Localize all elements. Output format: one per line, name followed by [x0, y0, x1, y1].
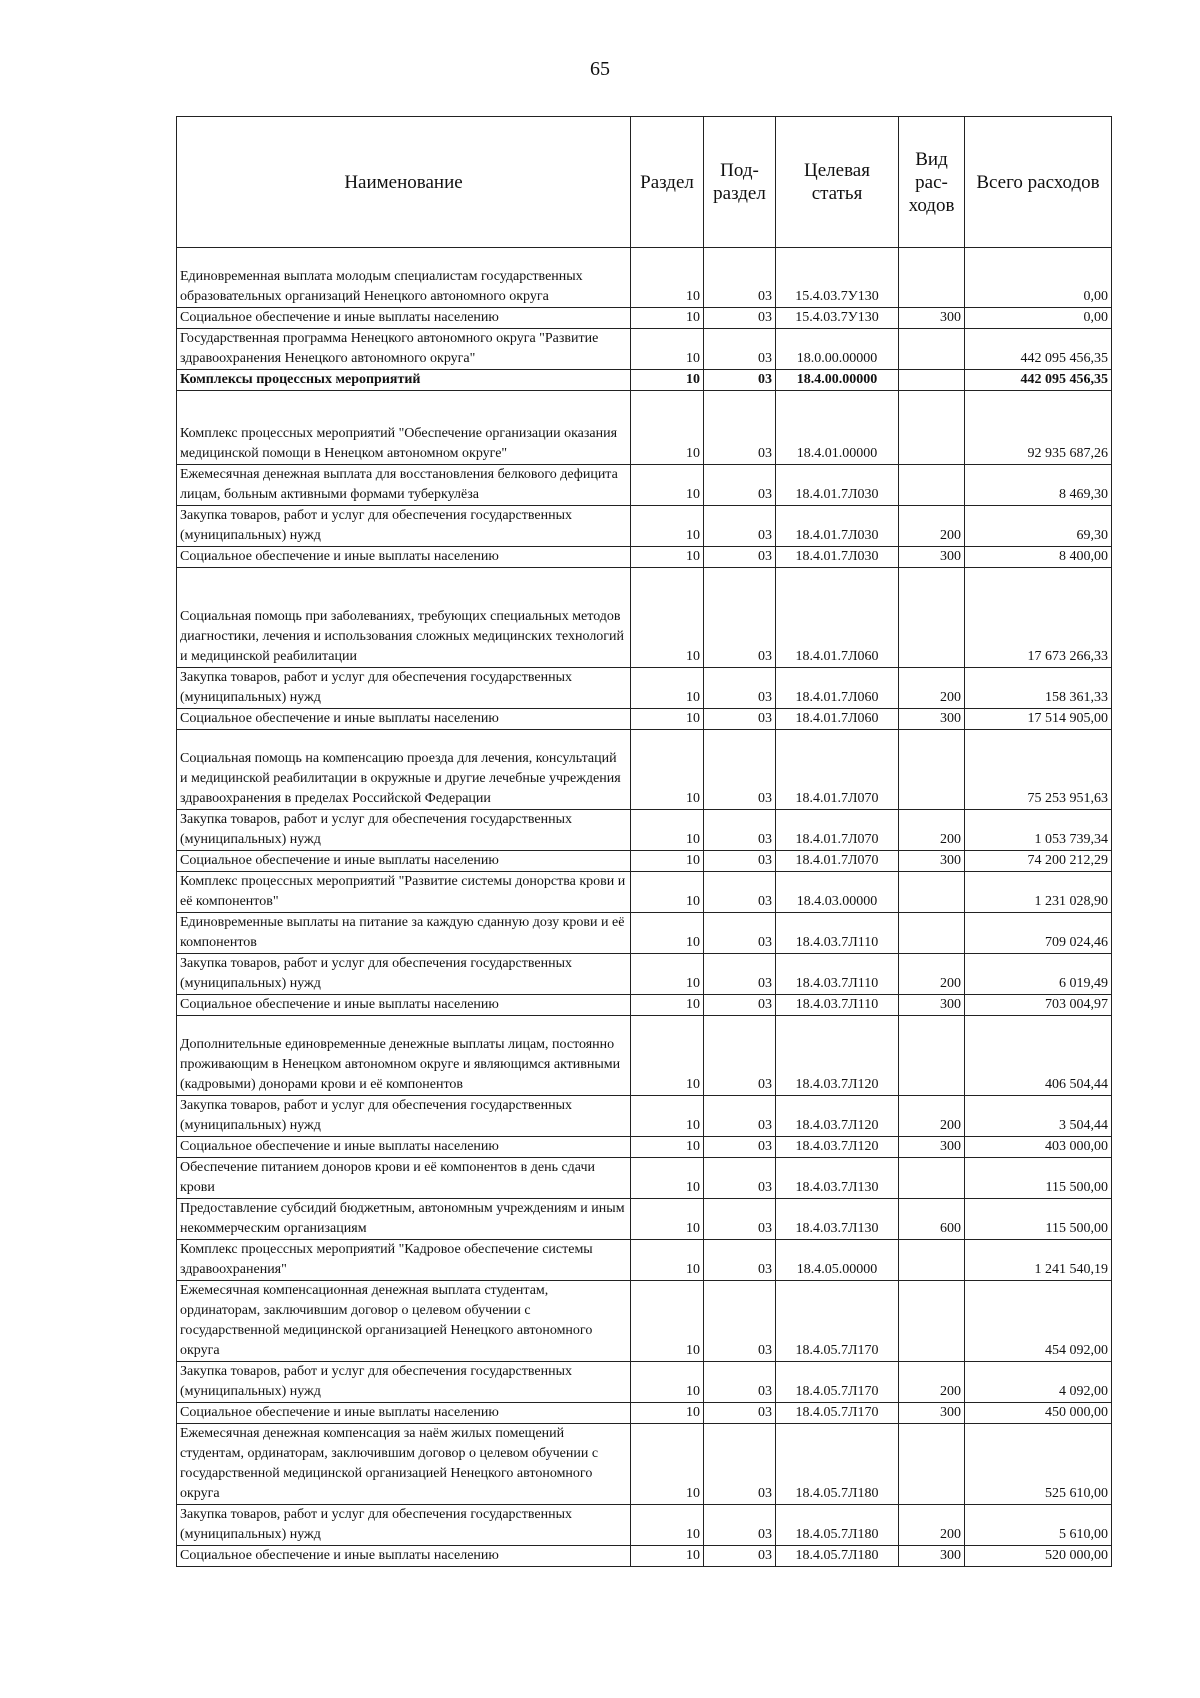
cell-name: Закупка товаров, работ и услуг для обеспечения государственных (муниципальных) нужд	[177, 1362, 631, 1403]
cell-subsection: 03	[704, 1281, 776, 1362]
cell-expense-type: 300	[899, 1546, 965, 1567]
cell-total: 0,00	[965, 308, 1112, 329]
cell-total: 75 253 951,63	[965, 730, 1112, 810]
table-row	[177, 1424, 1112, 1505]
cell-section: 10	[631, 872, 704, 913]
cell-section: 10	[631, 1016, 704, 1096]
cell-target-article: 18.4.01.7Л060	[776, 709, 899, 730]
cell-subsection: 03	[704, 1016, 776, 1096]
table-header-row	[177, 117, 1112, 248]
cell-total: 69,30	[965, 506, 1112, 547]
table-row	[177, 995, 1112, 1016]
cell-expense-type: 200	[899, 506, 965, 547]
cell-section: 10	[631, 1424, 704, 1505]
cell-subsection: 03	[704, 1546, 776, 1567]
cell-target-article: 18.4.05.7Л180	[776, 1424, 899, 1505]
table-row	[177, 913, 1112, 954]
cell-expense-type	[899, 1281, 965, 1362]
cell-subsection: 03	[704, 954, 776, 995]
cell-expense-type: 200	[899, 668, 965, 709]
cell-name: Ежемесячная денежная выплата для восстановления белкового дефицита лицам, больным активными формами туберкулёза	[177, 465, 631, 506]
cell-subsection: 03	[704, 709, 776, 730]
cell-name: Социальное обеспечение и иные выплаты населению	[177, 1137, 631, 1158]
cell-section: 10	[631, 1137, 704, 1158]
cell-target-article: 18.4.03.00000	[776, 872, 899, 913]
cell-target-article: 18.4.03.7Л130	[776, 1158, 899, 1199]
table-row	[177, 872, 1112, 913]
cell-name: Закупка товаров, работ и услуг для обеспечения государственных (муниципальных) нужд	[177, 1096, 631, 1137]
cell-section: 10	[631, 730, 704, 810]
cell-total: 92 935 687,26	[965, 391, 1112, 465]
cell-expense-type	[899, 913, 965, 954]
cell-section: 10	[631, 1281, 704, 1362]
cell-total: 1 241 540,19	[965, 1240, 1112, 1281]
cell-target-article: 18.4.01.7Л070	[776, 730, 899, 810]
table-row	[177, 1199, 1112, 1240]
table-row	[177, 1016, 1112, 1096]
cell-expense-type: 300	[899, 1403, 965, 1424]
table-row	[177, 248, 1112, 308]
table-row	[177, 709, 1112, 730]
cell-total: 442 095 456,35	[965, 370, 1112, 391]
cell-section: 10	[631, 954, 704, 995]
cell-target-article: 18.4.01.7Л060	[776, 668, 899, 709]
cell-subsection: 03	[704, 810, 776, 851]
cell-section: 10	[631, 995, 704, 1016]
cell-total: 74 200 212,29	[965, 851, 1112, 872]
cell-target-article: 18.0.00.00000	[776, 329, 899, 370]
header-subsection: Под- раздел	[704, 117, 776, 248]
table-row	[177, 1281, 1112, 1362]
cell-target-article: 18.4.05.7Л170	[776, 1403, 899, 1424]
cell-target-article: 18.4.05.7Л170	[776, 1281, 899, 1362]
cell-target-article: 18.4.05.7Л170	[776, 1362, 899, 1403]
cell-expense-type: 600	[899, 1199, 965, 1240]
cell-section: 10	[631, 329, 704, 370]
cell-subsection: 03	[704, 1505, 776, 1546]
cell-total: 442 095 456,35	[965, 329, 1112, 370]
cell-total: 0,00	[965, 248, 1112, 308]
table-row	[177, 730, 1112, 810]
cell-expense-type	[899, 1016, 965, 1096]
table-row	[177, 810, 1112, 851]
cell-target-article: 18.4.01.7Л030	[776, 506, 899, 547]
cell-total: 17 673 266,33	[965, 568, 1112, 668]
cell-subsection: 03	[704, 730, 776, 810]
cell-total: 450 000,00	[965, 1403, 1112, 1424]
cell-total: 406 504,44	[965, 1016, 1112, 1096]
cell-target-article: 18.4.05.00000	[776, 1240, 899, 1281]
cell-subsection: 03	[704, 329, 776, 370]
table-row	[177, 568, 1112, 668]
cell-section: 10	[631, 308, 704, 329]
cell-name: Социальное обеспечение и иные выплаты населению	[177, 851, 631, 872]
cell-total: 8 400,00	[965, 547, 1112, 568]
cell-subsection: 03	[704, 391, 776, 465]
cell-name: Закупка товаров, работ и услуг для обеспечения государственных (муниципальных) нужд	[177, 506, 631, 547]
cell-total: 709 024,46	[965, 913, 1112, 954]
cell-subsection: 03	[704, 1158, 776, 1199]
cell-subsection: 03	[704, 248, 776, 308]
cell-name: Закупка товаров, работ и услуг для обеспечения государственных (муниципальных) нужд	[177, 1505, 631, 1546]
cell-subsection: 03	[704, 1137, 776, 1158]
cell-name: Обеспечение питанием доноров крови и её компонентов в день сдачи крови	[177, 1158, 631, 1199]
cell-name: Комплекс процессных мероприятий "Развитие системы донорства крови и её компонентов"	[177, 872, 631, 913]
header-target-article: Целевая статья	[776, 117, 899, 248]
cell-subsection: 03	[704, 1240, 776, 1281]
cell-name: Социальная помощь при заболеваниях, требующих специальных методов диагностики, лечения и использования сложных медицинских технологий и медицинской реабилитации	[177, 568, 631, 668]
cell-total: 115 500,00	[965, 1158, 1112, 1199]
cell-expense-type	[899, 465, 965, 506]
cell-expense-type: 300	[899, 547, 965, 568]
cell-section: 10	[631, 1240, 704, 1281]
table-row	[177, 391, 1112, 465]
cell-target-article: 18.4.01.7Л070	[776, 851, 899, 872]
cell-section: 10	[631, 851, 704, 872]
cell-name: Социальное обеспечение и иные выплаты населению	[177, 709, 631, 730]
cell-total: 8 469,30	[965, 465, 1112, 506]
cell-expense-type	[899, 370, 965, 391]
cell-name: Социальное обеспечение и иные выплаты населению	[177, 547, 631, 568]
cell-target-article: 18.4.00.00000	[776, 370, 899, 391]
cell-expense-type	[899, 391, 965, 465]
cell-target-article: 18.4.03.7Л130	[776, 1199, 899, 1240]
cell-expense-type: 200	[899, 1362, 965, 1403]
cell-expense-type: 300	[899, 1137, 965, 1158]
cell-total: 703 004,97	[965, 995, 1112, 1016]
cell-expense-type	[899, 1424, 965, 1505]
cell-name: Единовременные выплаты на питание за каждую сданную дозу крови и её компонентов	[177, 913, 631, 954]
cell-subsection: 03	[704, 872, 776, 913]
cell-subsection: 03	[704, 1199, 776, 1240]
cell-section: 10	[631, 370, 704, 391]
table-row	[177, 1505, 1112, 1546]
cell-target-article: 15.4.03.7У130	[776, 308, 899, 329]
table-row	[177, 465, 1112, 506]
cell-subsection: 03	[704, 506, 776, 547]
cell-subsection: 03	[704, 370, 776, 391]
cell-subsection: 03	[704, 1096, 776, 1137]
cell-target-article: 18.4.01.7Л030	[776, 547, 899, 568]
table-row	[177, 1158, 1112, 1199]
table-row	[177, 1137, 1112, 1158]
cell-name: Предоставление субсидий бюджетным, автономным учреждениям и иным некоммерческим организациям	[177, 1199, 631, 1240]
cell-section: 10	[631, 248, 704, 308]
table-row	[177, 308, 1112, 329]
cell-target-article: 15.4.03.7У130	[776, 248, 899, 308]
cell-section: 10	[631, 568, 704, 668]
cell-total: 1 231 028,90	[965, 872, 1112, 913]
cell-expense-type: 200	[899, 810, 965, 851]
table-row	[177, 851, 1112, 872]
cell-expense-type	[899, 248, 965, 308]
cell-total: 403 000,00	[965, 1137, 1112, 1158]
cell-subsection: 03	[704, 1403, 776, 1424]
cell-name: Закупка товаров, работ и услуг для обеспечения государственных (муниципальных) нужд	[177, 668, 631, 709]
table-row	[177, 547, 1112, 568]
cell-expense-type: 300	[899, 308, 965, 329]
cell-section: 10	[631, 810, 704, 851]
cell-total: 6 019,49	[965, 954, 1112, 995]
cell-name: Ежемесячная денежная компенсация за наём жилых помещений студентам, ординаторам, заключившим договор о целевом обучении с государственной медицинской организацией Ненецкого автономного округа	[177, 1424, 631, 1505]
cell-section: 10	[631, 913, 704, 954]
cell-target-article: 18.4.03.7Л120	[776, 1137, 899, 1158]
header-expense-type: Вид рас- ходов	[899, 117, 965, 248]
cell-subsection: 03	[704, 913, 776, 954]
cell-expense-type	[899, 568, 965, 668]
header-total: Всего расходов	[965, 117, 1112, 248]
page-number: 65	[590, 58, 610, 80]
cell-section: 10	[631, 1199, 704, 1240]
cell-name: Комплексы процессных мероприятий	[177, 370, 631, 391]
cell-target-article: 18.4.01.7Л060	[776, 568, 899, 668]
cell-section: 10	[631, 391, 704, 465]
cell-subsection: 03	[704, 1362, 776, 1403]
cell-name: Государственная программа Ненецкого автономного округа "Развитие здравоохранения Ненецкого автономного округа"	[177, 329, 631, 370]
cell-name: Социальная помощь на компенсацию проезда для лечения, консультаций и медицинской реабилитации в окружные и другие лечебные учреждения здравоохранения в пределах Российской Федерации	[177, 730, 631, 810]
cell-section: 10	[631, 506, 704, 547]
cell-target-article: 18.4.03.7Л110	[776, 995, 899, 1016]
cell-name: Комплекс процессных мероприятий "Обеспечение организации оказания медицинской помощи в Ненецком автономном округе"	[177, 391, 631, 465]
table-row	[177, 370, 1112, 391]
table-row	[177, 506, 1112, 547]
cell-total: 454 092,00	[965, 1281, 1112, 1362]
cell-section: 10	[631, 1403, 704, 1424]
cell-subsection: 03	[704, 568, 776, 668]
cell-name: Закупка товаров, работ и услуг для обеспечения государственных (муниципальных) нужд	[177, 954, 631, 995]
cell-expense-type: 200	[899, 954, 965, 995]
cell-target-article: 18.4.03.7Л120	[776, 1096, 899, 1137]
cell-section: 10	[631, 1505, 704, 1546]
cell-subsection: 03	[704, 668, 776, 709]
cell-target-article: 18.4.03.7Л110	[776, 913, 899, 954]
header-section: Раздел	[631, 117, 704, 248]
cell-target-article: 18.4.01.00000	[776, 391, 899, 465]
cell-expense-type: 200	[899, 1505, 965, 1546]
table-row	[177, 329, 1112, 370]
cell-subsection: 03	[704, 465, 776, 506]
cell-section: 10	[631, 1546, 704, 1567]
cell-total: 4 092,00	[965, 1362, 1112, 1403]
cell-section: 10	[631, 1096, 704, 1137]
cell-target-article: 18.4.05.7Л180	[776, 1546, 899, 1567]
cell-total: 520 000,00	[965, 1546, 1112, 1567]
cell-total: 158 361,33	[965, 668, 1112, 709]
cell-total: 1 053 739,34	[965, 810, 1112, 851]
cell-name: Комплекс процессных мероприятий "Кадровое обеспечение системы здравоохранения"	[177, 1240, 631, 1281]
cell-target-article: 18.4.03.7Л120	[776, 1016, 899, 1096]
cell-expense-type: 300	[899, 851, 965, 872]
cell-target-article: 18.4.01.7Л030	[776, 465, 899, 506]
cell-section: 10	[631, 1362, 704, 1403]
cell-name: Социальное обеспечение и иные выплаты населению	[177, 995, 631, 1016]
cell-section: 10	[631, 668, 704, 709]
cell-section: 10	[631, 709, 704, 730]
cell-subsection: 03	[704, 547, 776, 568]
table-body	[177, 248, 1112, 1567]
table-row	[177, 1240, 1112, 1281]
table-row	[177, 1362, 1112, 1403]
cell-name: Ежемесячная компенсационная денежная выплата студентам, ординаторам, заключившим договор о целевом обучении с государственной медицинской организацией Ненецкого автономного округа	[177, 1281, 631, 1362]
cell-section: 10	[631, 547, 704, 568]
cell-expense-type	[899, 1240, 965, 1281]
cell-total: 3 504,44	[965, 1096, 1112, 1137]
cell-target-article: 18.4.03.7Л110	[776, 954, 899, 995]
header-name: Наименование	[177, 117, 631, 248]
table-row	[177, 668, 1112, 709]
cell-total: 17 514 905,00	[965, 709, 1112, 730]
cell-subsection: 03	[704, 308, 776, 329]
cell-total: 5 610,00	[965, 1505, 1112, 1546]
table-row	[177, 1096, 1112, 1137]
cell-name: Закупка товаров, работ и услуг для обеспечения государственных (муниципальных) нужд	[177, 810, 631, 851]
cell-section: 10	[631, 1158, 704, 1199]
cell-name: Социальное обеспечение и иные выплаты населению	[177, 1546, 631, 1567]
cell-name: Социальное обеспечение и иные выплаты населению	[177, 308, 631, 329]
cell-total: 525 610,00	[965, 1424, 1112, 1505]
cell-name: Социальное обеспечение и иные выплаты населению	[177, 1403, 631, 1424]
cell-target-article: 18.4.05.7Л180	[776, 1505, 899, 1546]
budget-table	[176, 116, 1112, 1567]
cell-target-article: 18.4.01.7Л070	[776, 810, 899, 851]
cell-expense-type: 300	[899, 709, 965, 730]
cell-name: Единовременная выплата молодым специалистам государственных образовательных организаций Ненецкого автономного округа	[177, 248, 631, 308]
cell-subsection: 03	[704, 1424, 776, 1505]
cell-section: 10	[631, 465, 704, 506]
cell-expense-type: 300	[899, 995, 965, 1016]
cell-expense-type: 200	[899, 1096, 965, 1137]
cell-subsection: 03	[704, 995, 776, 1016]
cell-name: Дополнительные единовременные денежные выплаты лицам, постоянно проживающим в Ненецком автономном округе и являющимся активными (кадровыми) донорами крови и её компонентов	[177, 1016, 631, 1096]
cell-subsection: 03	[704, 851, 776, 872]
table-row	[177, 1403, 1112, 1424]
cell-expense-type	[899, 872, 965, 913]
cell-expense-type	[899, 1158, 965, 1199]
cell-expense-type	[899, 730, 965, 810]
cell-expense-type	[899, 329, 965, 370]
table-row	[177, 954, 1112, 995]
table-row	[177, 1546, 1112, 1567]
cell-total: 115 500,00	[965, 1199, 1112, 1240]
